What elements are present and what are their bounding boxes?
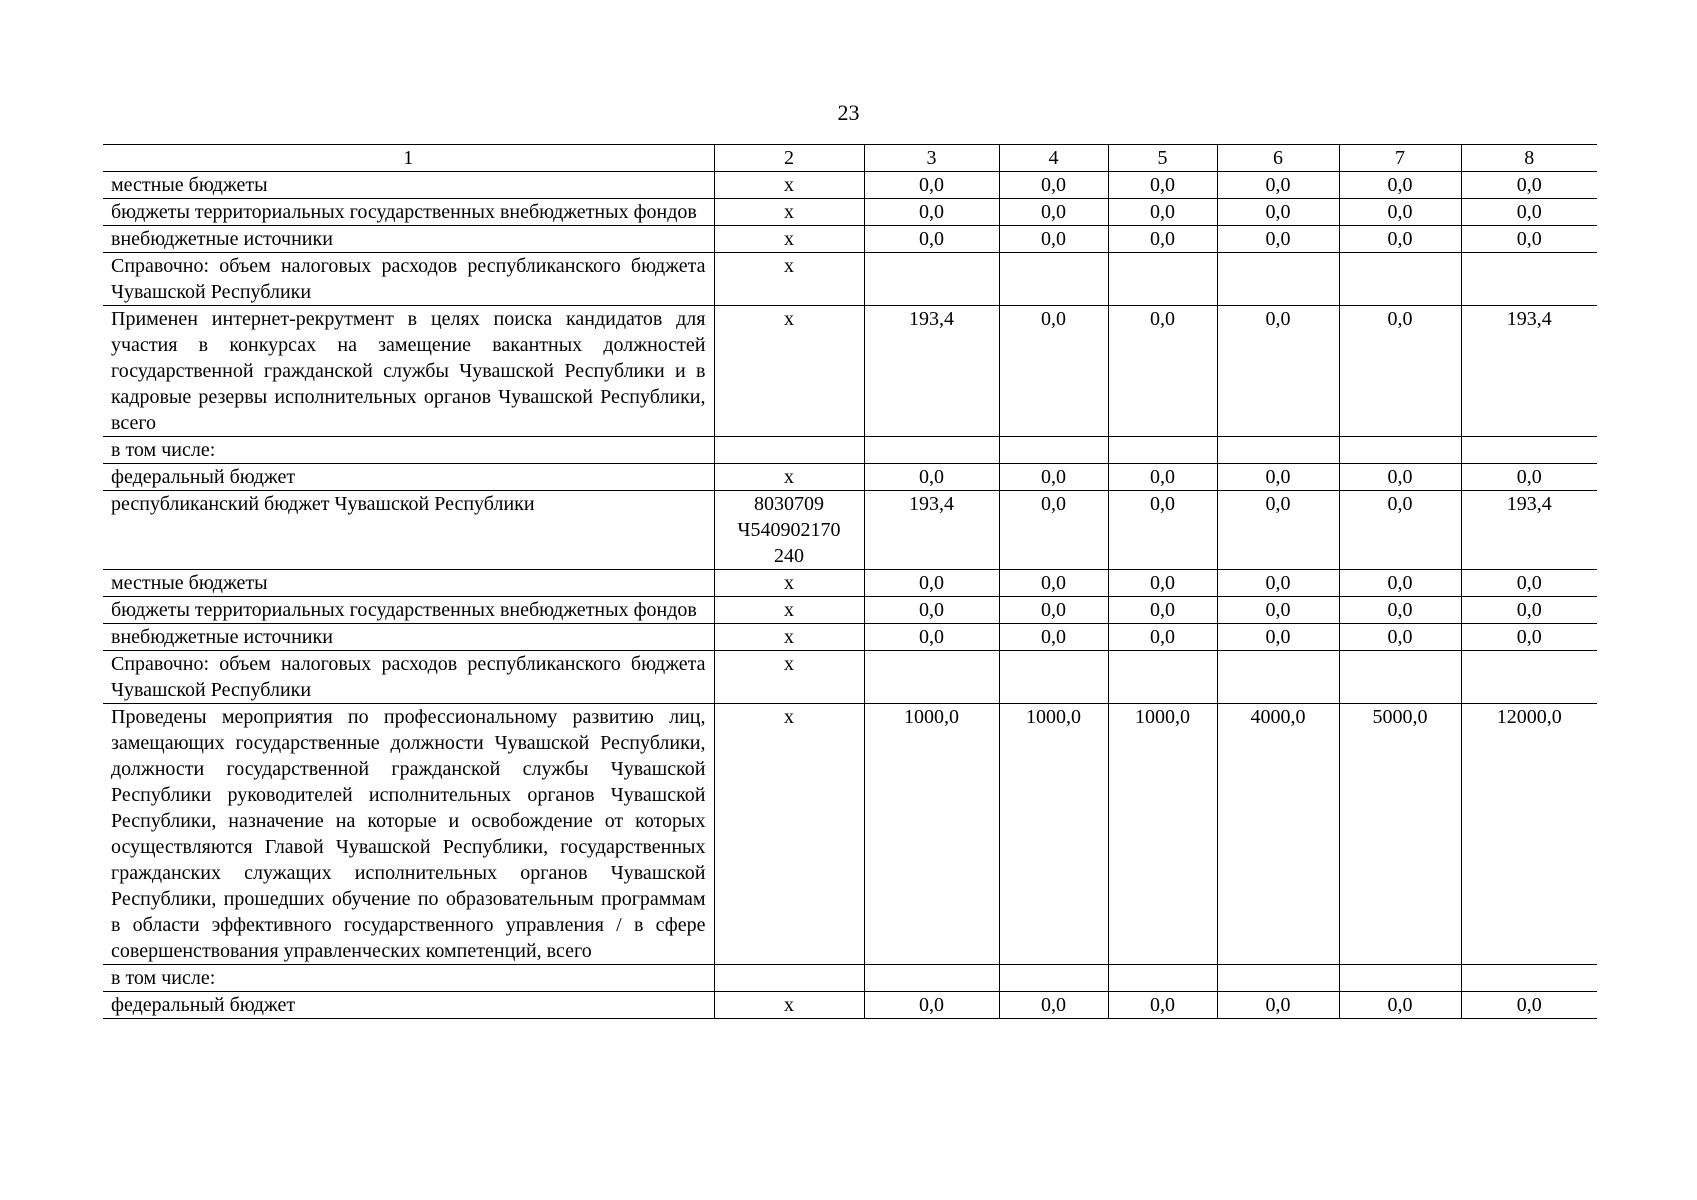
value-cell-col-4	[999, 651, 1108, 704]
value-cell-col-7: 0,0	[1339, 306, 1461, 437]
budget-code-line: 8030709	[754, 493, 824, 515]
budget-code-line: х	[784, 308, 794, 330]
value-cell-col-3: 0,0	[864, 597, 999, 624]
table-row	[103, 253, 1597, 306]
value-cell-col-6: 0,0	[1217, 172, 1339, 199]
value-cell-col-4: 1000,0	[999, 704, 1108, 965]
budget-code-line: х	[784, 599, 794, 621]
value-cell-col-8: 0,0	[1461, 464, 1597, 491]
value-cell-col-5: 0,0	[1108, 597, 1217, 624]
row-description: Проведены мероприятия по профессиональному развитию лиц, замещающих государственные должности Чувашской Республики, должности государственной гражданской службы Чувашской Республики руководителей исполнительных органов Чувашской Республики, назначение на которые и освобождение от которых осуществляются Главой Чувашской Республики, государственных гражданских служащих исполнительных органов Чувашской Республики, прошедших обучение по образовательным программам в области эффективного государственного управления / в сфере совершенствования управленческих компетенций, всего	[103, 704, 714, 965]
value-cell-col-8: 0,0	[1461, 172, 1597, 199]
table-row	[103, 306, 1597, 437]
value-cell-col-6: 0,0	[1217, 992, 1339, 1019]
table-row	[103, 965, 1597, 992]
table-row	[103, 491, 1597, 570]
value-cell-col-6: 0,0	[1217, 597, 1339, 624]
table-row	[103, 437, 1597, 464]
budget-code-cell	[714, 491, 864, 570]
budget-code-line: х	[784, 228, 794, 250]
budget-code-cell	[714, 464, 864, 491]
budget-code-cell	[714, 306, 864, 437]
value-cell-col-5: 0,0	[1108, 226, 1217, 253]
table-row	[103, 172, 1597, 199]
value-cell-col-4: 0,0	[999, 491, 1108, 570]
value-cell-col-7	[1339, 253, 1461, 306]
value-cell-col-4: 0,0	[999, 570, 1108, 597]
column-header: 8	[1461, 145, 1597, 172]
value-cell-col-6: 4000,0	[1217, 704, 1339, 965]
column-header: 5	[1108, 145, 1217, 172]
value-cell-col-7: 0,0	[1339, 992, 1461, 1019]
header-row	[103, 145, 1597, 172]
value-cell-col-8	[1461, 965, 1597, 992]
value-cell-col-5: 0,0	[1108, 464, 1217, 491]
value-cell-col-3: 0,0	[864, 992, 999, 1019]
budget-code-cell	[714, 597, 864, 624]
value-cell-col-4	[999, 253, 1108, 306]
budget-code-line: Ч540902170	[737, 519, 841, 541]
budget-code-line: х	[784, 572, 794, 594]
value-cell-col-5	[1108, 651, 1217, 704]
value-cell-col-3: 0,0	[864, 624, 999, 651]
value-cell-col-3: 0,0	[864, 199, 999, 226]
value-cell-col-4: 0,0	[999, 306, 1108, 437]
table-row	[103, 704, 1597, 965]
value-cell-col-5: 1000,0	[1108, 704, 1217, 965]
budget-code-line: 240	[774, 545, 804, 567]
table-body	[103, 172, 1597, 1019]
budget-code-cell	[714, 651, 864, 704]
value-cell-col-8: 0,0	[1461, 624, 1597, 651]
column-header: 4	[999, 145, 1108, 172]
table-row	[103, 597, 1597, 624]
column-header: 1	[103, 145, 714, 172]
value-cell-col-6: 0,0	[1217, 570, 1339, 597]
value-cell-col-8: 12000,0	[1461, 704, 1597, 965]
table-row	[103, 199, 1597, 226]
value-cell-col-7	[1339, 651, 1461, 704]
budget-code-cell	[714, 570, 864, 597]
row-description: местные бюджеты	[103, 172, 714, 199]
row-description: федеральный бюджет	[103, 992, 714, 1019]
value-cell-col-6: 0,0	[1217, 306, 1339, 437]
budget-code-cell	[714, 704, 864, 965]
value-cell-col-7	[1339, 965, 1461, 992]
value-cell-col-4	[999, 965, 1108, 992]
value-cell-col-8: 193,4	[1461, 491, 1597, 570]
value-cell-col-5: 0,0	[1108, 199, 1217, 226]
value-cell-col-5: 0,0	[1108, 491, 1217, 570]
budget-code-line: х	[784, 255, 794, 277]
table-row	[103, 226, 1597, 253]
row-description: федеральный бюджет	[103, 464, 714, 491]
budget-code-line: х	[784, 706, 794, 728]
value-cell-col-4: 0,0	[999, 226, 1108, 253]
value-cell-col-4: 0,0	[999, 624, 1108, 651]
budget-code-line: х	[784, 626, 794, 648]
value-cell-col-5: 0,0	[1108, 570, 1217, 597]
value-cell-col-5: 0,0	[1108, 306, 1217, 437]
value-cell-col-6: 0,0	[1217, 199, 1339, 226]
column-header: 2	[714, 145, 864, 172]
value-cell-col-7: 5000,0	[1339, 704, 1461, 965]
budget-code-cell	[714, 199, 864, 226]
budget-code-line: х	[784, 994, 794, 1016]
row-description: в том числе:	[103, 437, 714, 464]
value-cell-col-7: 0,0	[1339, 172, 1461, 199]
row-description: внебюджетные источники	[103, 624, 714, 651]
value-cell-col-5	[1108, 253, 1217, 306]
value-cell-col-4: 0,0	[999, 597, 1108, 624]
value-cell-col-4: 0,0	[999, 992, 1108, 1019]
value-cell-col-7: 0,0	[1339, 570, 1461, 597]
value-cell-col-7: 0,0	[1339, 464, 1461, 491]
budget-code-cell	[714, 437, 864, 464]
column-header: 6	[1217, 145, 1339, 172]
budget-code-cell	[714, 226, 864, 253]
budget-code-line: х	[784, 201, 794, 223]
row-description: бюджеты территориальных государственных внебюджетных фондов	[103, 597, 714, 624]
value-cell-col-3: 193,4	[864, 306, 999, 437]
value-cell-col-5: 0,0	[1108, 624, 1217, 651]
value-cell-col-6	[1217, 651, 1339, 704]
value-cell-col-5	[1108, 965, 1217, 992]
value-cell-col-6: 0,0	[1217, 624, 1339, 651]
value-cell-col-6: 0,0	[1217, 464, 1339, 491]
value-cell-col-8	[1461, 651, 1597, 704]
table-row	[103, 992, 1597, 1019]
table-row	[103, 570, 1597, 597]
row-description: бюджеты территориальных государственных внебюджетных фондов	[103, 199, 714, 226]
value-cell-col-8: 0,0	[1461, 597, 1597, 624]
value-cell-col-8: 0,0	[1461, 570, 1597, 597]
value-cell-col-3	[864, 965, 999, 992]
value-cell-col-7: 0,0	[1339, 491, 1461, 570]
value-cell-col-3	[864, 253, 999, 306]
row-description: республиканский бюджет Чувашской Республики	[103, 491, 714, 570]
value-cell-col-8: 193,4	[1461, 306, 1597, 437]
value-cell-col-3	[864, 651, 999, 704]
value-cell-col-8: 0,0	[1461, 226, 1597, 253]
value-cell-col-3: 0,0	[864, 570, 999, 597]
budget-code-cell	[714, 992, 864, 1019]
row-description: Справочно: объем налоговых расходов республиканского бюджета Чувашской Республики	[103, 253, 714, 306]
value-cell-col-6: 0,0	[1217, 491, 1339, 570]
value-cell-col-3: 0,0	[864, 464, 999, 491]
column-header: 7	[1339, 145, 1461, 172]
value-cell-col-5: 0,0	[1108, 172, 1217, 199]
value-cell-col-4: 0,0	[999, 172, 1108, 199]
budget-code-line: х	[784, 466, 794, 488]
budget-code-line: х	[784, 174, 794, 196]
column-header: 3	[864, 145, 999, 172]
budget-code-cell	[714, 172, 864, 199]
value-cell-col-3: 0,0	[864, 172, 999, 199]
row-description: внебюджетные источники	[103, 226, 714, 253]
value-cell-col-3: 0,0	[864, 226, 999, 253]
value-cell-col-7: 0,0	[1339, 226, 1461, 253]
value-cell-col-4	[999, 437, 1108, 464]
table-row	[103, 464, 1597, 491]
row-description: Применен интернет-рекрутмент в целях поиска кандидатов для участия в конкурсах на замещение вакантных должностей государственной гражданской службы Чувашской Республики и в кадровые резервы исполнительных органов Чувашской Республики, всего	[103, 306, 714, 437]
row-description: в том числе:	[103, 965, 714, 992]
budget-code-cell	[714, 965, 864, 992]
value-cell-col-4: 0,0	[999, 199, 1108, 226]
budget-code-line: х	[784, 653, 794, 675]
budget-code-cell	[714, 253, 864, 306]
value-cell-col-8: 0,0	[1461, 199, 1597, 226]
value-cell-col-7: 0,0	[1339, 624, 1461, 651]
row-description: Справочно: объем налоговых расходов республиканского бюджета Чувашской Республики	[103, 651, 714, 704]
value-cell-col-8	[1461, 253, 1597, 306]
row-description: местные бюджеты	[103, 570, 714, 597]
value-cell-col-6	[1217, 253, 1339, 306]
value-cell-col-5	[1108, 437, 1217, 464]
table-row	[103, 651, 1597, 704]
value-cell-col-8	[1461, 437, 1597, 464]
value-cell-col-8: 0,0	[1461, 992, 1597, 1019]
value-cell-col-3: 193,4	[864, 491, 999, 570]
budget-code-cell	[714, 624, 864, 651]
value-cell-col-5: 0,0	[1108, 992, 1217, 1019]
value-cell-col-6: 0,0	[1217, 226, 1339, 253]
table-row	[103, 624, 1597, 651]
value-cell-col-4: 0,0	[999, 464, 1108, 491]
page-number: 23	[837, 100, 860, 125]
value-cell-col-7: 0,0	[1339, 199, 1461, 226]
budget-table	[103, 144, 1597, 1019]
value-cell-col-7: 0,0	[1339, 597, 1461, 624]
value-cell-col-3	[864, 437, 999, 464]
value-cell-col-7	[1339, 437, 1461, 464]
value-cell-col-6	[1217, 437, 1339, 464]
value-cell-col-6	[1217, 965, 1339, 992]
value-cell-col-3: 1000,0	[864, 704, 999, 965]
